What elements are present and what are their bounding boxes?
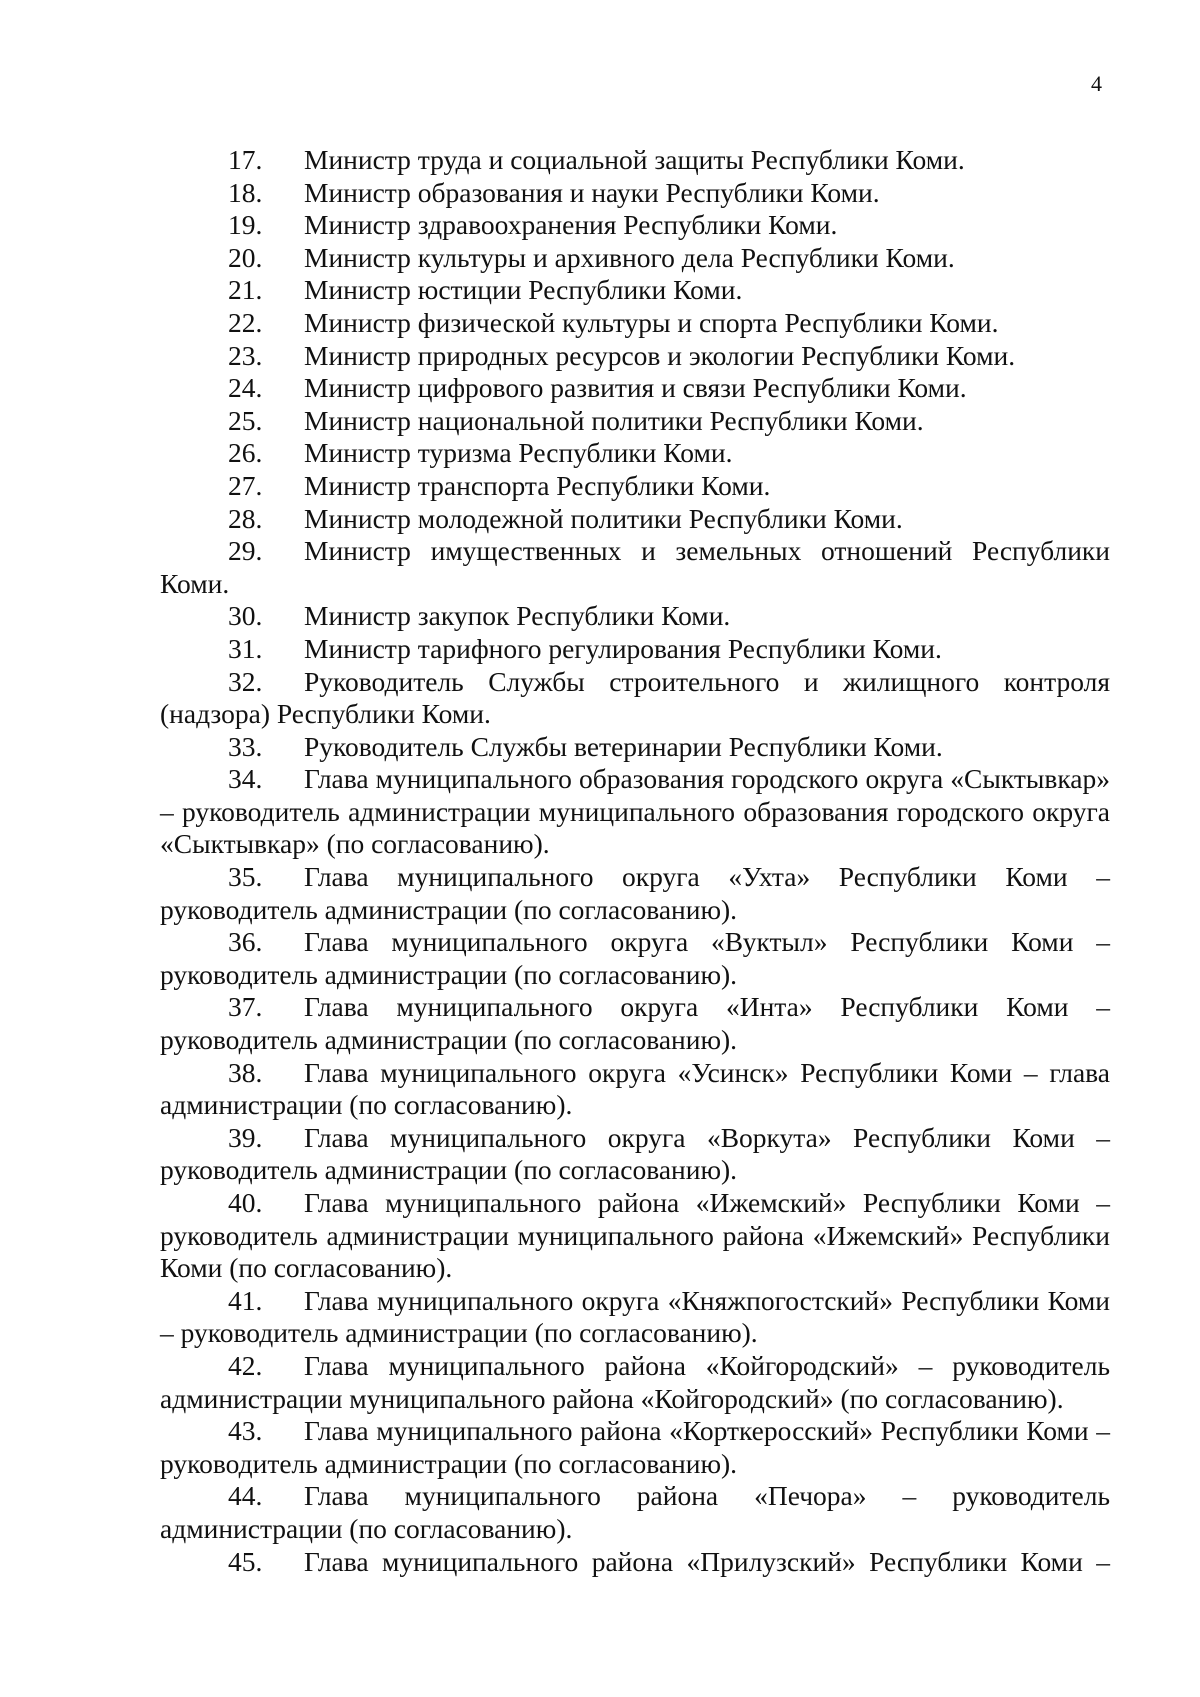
item-text: Министр закупок Республики Коми. [304,600,731,632]
list-item [160,503,1110,536]
list-item [160,242,1110,275]
page-number: 4 [1091,71,1102,96]
list-item [160,144,1110,177]
item-text: Министр образования и науки Республики Коми. [304,176,880,208]
item-number: 23. [228,339,263,371]
item-text: Глава муниципального округа «Княжпогостский» Республики Коми – руководитель администрации (по согласованию). [160,1284,1110,1349]
list-item [160,926,1110,991]
list-item [160,1057,1110,1122]
list-item [160,666,1110,731]
item-number: 38. [228,1056,263,1088]
item-text: Глава муниципального округа «Вуктыл» Республики Коми – руководитель администрации (по согласованию). [160,926,1110,990]
item-number: 27. [228,469,263,501]
list-item [160,1546,1110,1579]
item-number: 32. [228,665,263,697]
item-text: Министр транспорта Республики Коми. [304,469,771,501]
item-text: Руководитель Службы ветеринарии Республики Коми. [304,730,943,762]
item-number: 22. [228,306,263,338]
item-number: 36. [228,926,263,958]
item-number: 42. [228,1349,263,1381]
item-number: 26. [228,437,263,469]
list-item [160,307,1110,340]
item-number: 34. [228,763,263,795]
list-item [160,633,1110,666]
list-item [160,991,1110,1056]
item-number: 30. [228,600,263,632]
item-text: Руководитель Службы строительного и жилищного контроля (надзора) Республики Коми. [160,665,1110,730]
item-text: Глава муниципального округа «Усинск» Республики Коми – глава администрации (по согласованию). [160,1056,1110,1121]
item-text: Глава муниципального округа «Воркута» Республики Коми – руководитель администрации (по согласованию). [160,1121,1110,1186]
item-number: 43. [228,1415,263,1447]
list-item [160,1122,1110,1187]
item-text: Глава муниципального района «Корткеросский» Республики Коми – руководитель администрации (по согласованию). [160,1415,1110,1479]
item-text: Министр молодежной политики Республики Коми. [304,502,903,534]
item-number: 19. [228,209,263,241]
members-list [160,144,1110,1578]
item-number: 21. [228,274,263,306]
list-item [160,763,1110,861]
list-item [160,1187,1110,1285]
item-number: 29. [228,535,263,567]
item-text: Министр физической культуры и спорта Республики Коми. [304,306,999,338]
item-text: Глава муниципального района «Прилузский» Республики Коми – [304,1545,1110,1577]
item-text: Министр цифрового развития и связи Республики Коми. [304,372,967,404]
list-item [160,274,1110,307]
item-number: 24. [228,372,263,404]
item-text: Министр культуры и архивного дела Республики Коми. [304,241,955,273]
item-number: 40. [228,1187,263,1218]
list-item [160,1350,1110,1415]
item-number: 31. [228,632,263,664]
item-number: 28. [228,502,263,534]
item-text: Глава муниципального образования городского округа «Сыктывкар» – руководитель администрации муниципального образования городского округа «Сыктывкар» (по согласованию). [160,763,1110,860]
item-number: 18. [228,176,263,208]
item-text: Министр труда и социальной защиты Республики Коми. [304,144,965,175]
item-number: 35. [228,861,263,893]
list-item [160,405,1110,438]
item-number: 25. [228,404,263,436]
list-item [160,209,1110,242]
item-text: Министр здравоохранения Республики Коми. [304,209,838,241]
item-number: 20. [228,241,263,273]
item-number: 37. [228,991,263,1023]
list-item [160,372,1110,405]
item-text: Министр имущественных и земельных отношений Республики Коми. [160,535,1110,599]
item-number: 45. [228,1545,263,1577]
list-item [160,1480,1110,1545]
item-number: 17. [228,144,263,175]
list-item [160,1285,1110,1350]
item-text: Глава муниципального округа «Инта» Республики Коми – руководитель администрации (по согласованию). [160,991,1110,1056]
list-item [160,437,1110,470]
list-item [160,600,1110,633]
item-text: Министр туризма Республики Коми. [304,437,733,469]
list-item [160,177,1110,210]
item-number: 33. [228,730,263,762]
item-text: Глава муниципального района «Койгородский» – руководитель администрации муниципального района «Койгородский» (по согласованию). [160,1349,1110,1414]
item-text: Министр национальной политики Республики Коми. [304,404,924,436]
list-item [160,1415,1110,1480]
list-item [160,861,1110,926]
item-number: 39. [228,1121,263,1153]
list-item [160,340,1110,373]
item-text: Глава муниципального района «Печора» – руководитель администрации (по согласованию). [160,1480,1110,1544]
item-number: 41. [228,1284,263,1316]
list-item [160,470,1110,503]
item-text: Министр природных ресурсов и экологии Республики Коми. [304,339,1016,371]
item-number: 44. [228,1480,263,1512]
list-item [160,535,1110,600]
item-text: Глава муниципального округа «Ухта» Республики Коми – руководитель администрации (по согласованию). [160,861,1110,925]
list-item [160,731,1110,764]
item-text: Глава муниципального района «Ижемский» Республики Коми – руководитель администрации муниципального района «Ижемский» Республики Коми (по согласованию). [160,1187,1110,1284]
item-text: Министр юстиции Республики Коми. [304,274,743,306]
item-text: Министр тарифного регулирования Республики Коми. [304,632,942,664]
